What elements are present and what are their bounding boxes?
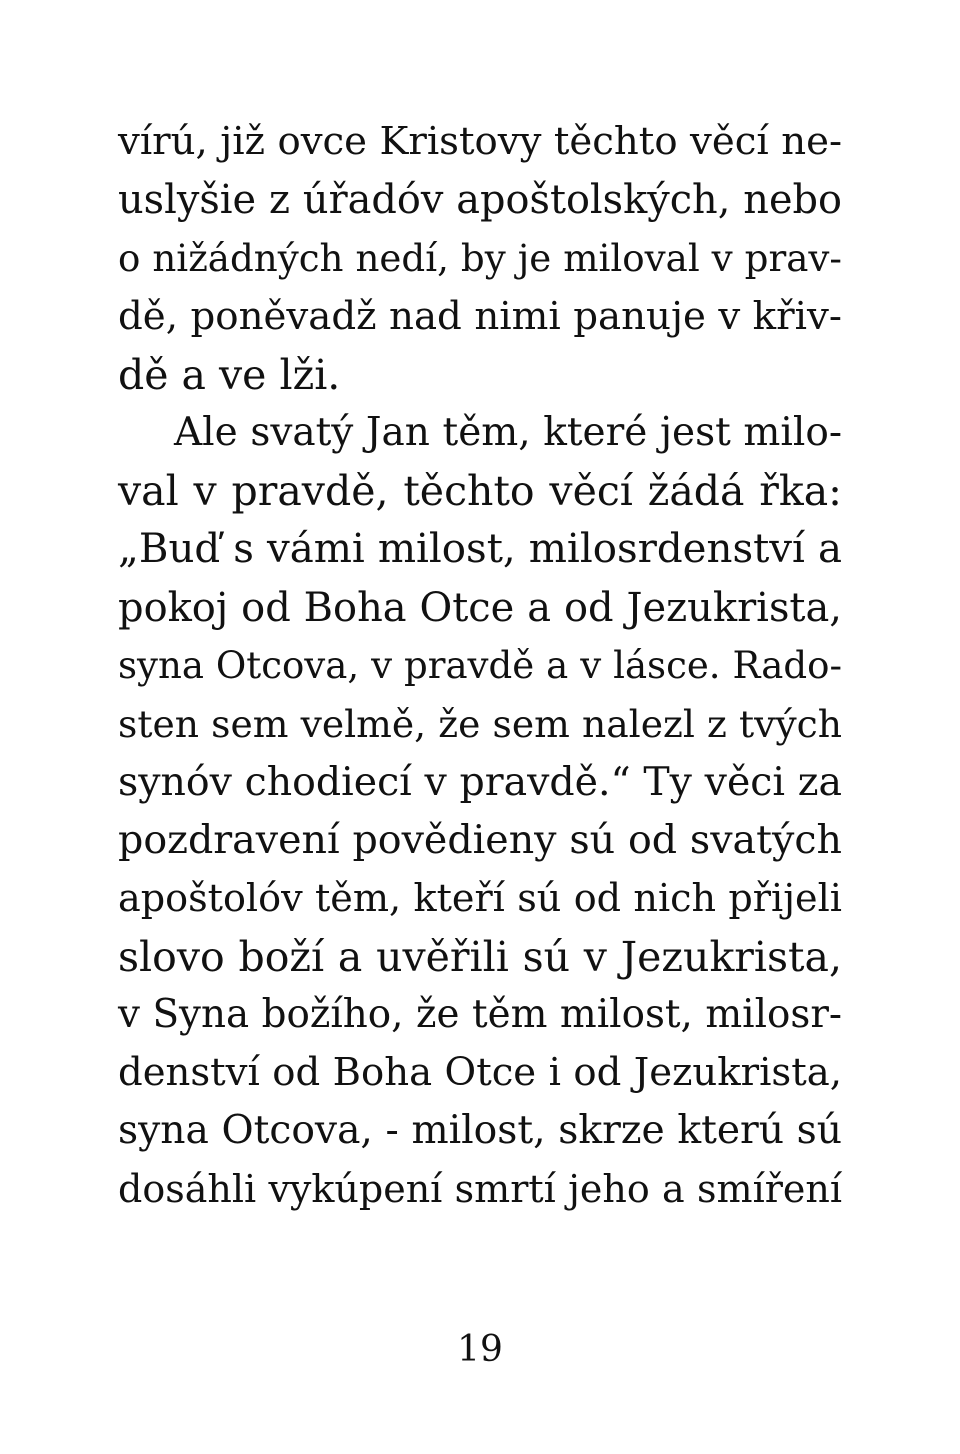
text-line: val v pravdě, těchto věcí žádá řka: [118, 467, 842, 516]
text-line: pozdravení povědieny sú od svatých [118, 817, 842, 864]
text-line: uslyšie z úřadóv apoštolských, nebo [118, 177, 842, 224]
text-line: slovo boží a uvěřili sú v Jezukrista, [118, 932, 842, 981]
text-line: denství od Boha Otce i od Jezukrista, [118, 1050, 842, 1095]
page-number: 19 [457, 1329, 503, 1370]
text-line: syna Otcova, - milost, skrze kterú sú [118, 1108, 842, 1154]
text-line: Ale svatý Jan těm, které jest milo- [174, 409, 842, 455]
text-line: dě, poněvadž nad nimi panuje v křiv- [118, 293, 842, 339]
text-line: sten sem velmě, že sem nalezl z tvých [118, 701, 842, 746]
text-line: synóv chodiecí v pravdě.“ Ty věci za [118, 759, 842, 806]
text-line: „Buď s vámi milost, milosrdenství a [118, 525, 842, 573]
body-text [118, 113, 842, 1219]
text-line: dě a ve lži. [118, 350, 341, 399]
text-line: syna Otcova, v pravdě a v lásce. Rado- [118, 643, 842, 687]
text-line: dosáhli vykúpení smrtí jeho a smíření [118, 1167, 842, 1212]
text-line: apoštolóv těm, kteří sú od nich přijeli [118, 876, 842, 921]
text-line: vírú, již ovce Kristovy těchto věcí ne- [118, 119, 842, 164]
text-line: v Syna božího, že těm milost, milosr- [118, 991, 842, 1037]
text-line: pokoj od Boha Otce a od Jezukrista, [118, 584, 842, 631]
text-line: o nižádných nedí, by je miloval v prav- [118, 236, 842, 281]
